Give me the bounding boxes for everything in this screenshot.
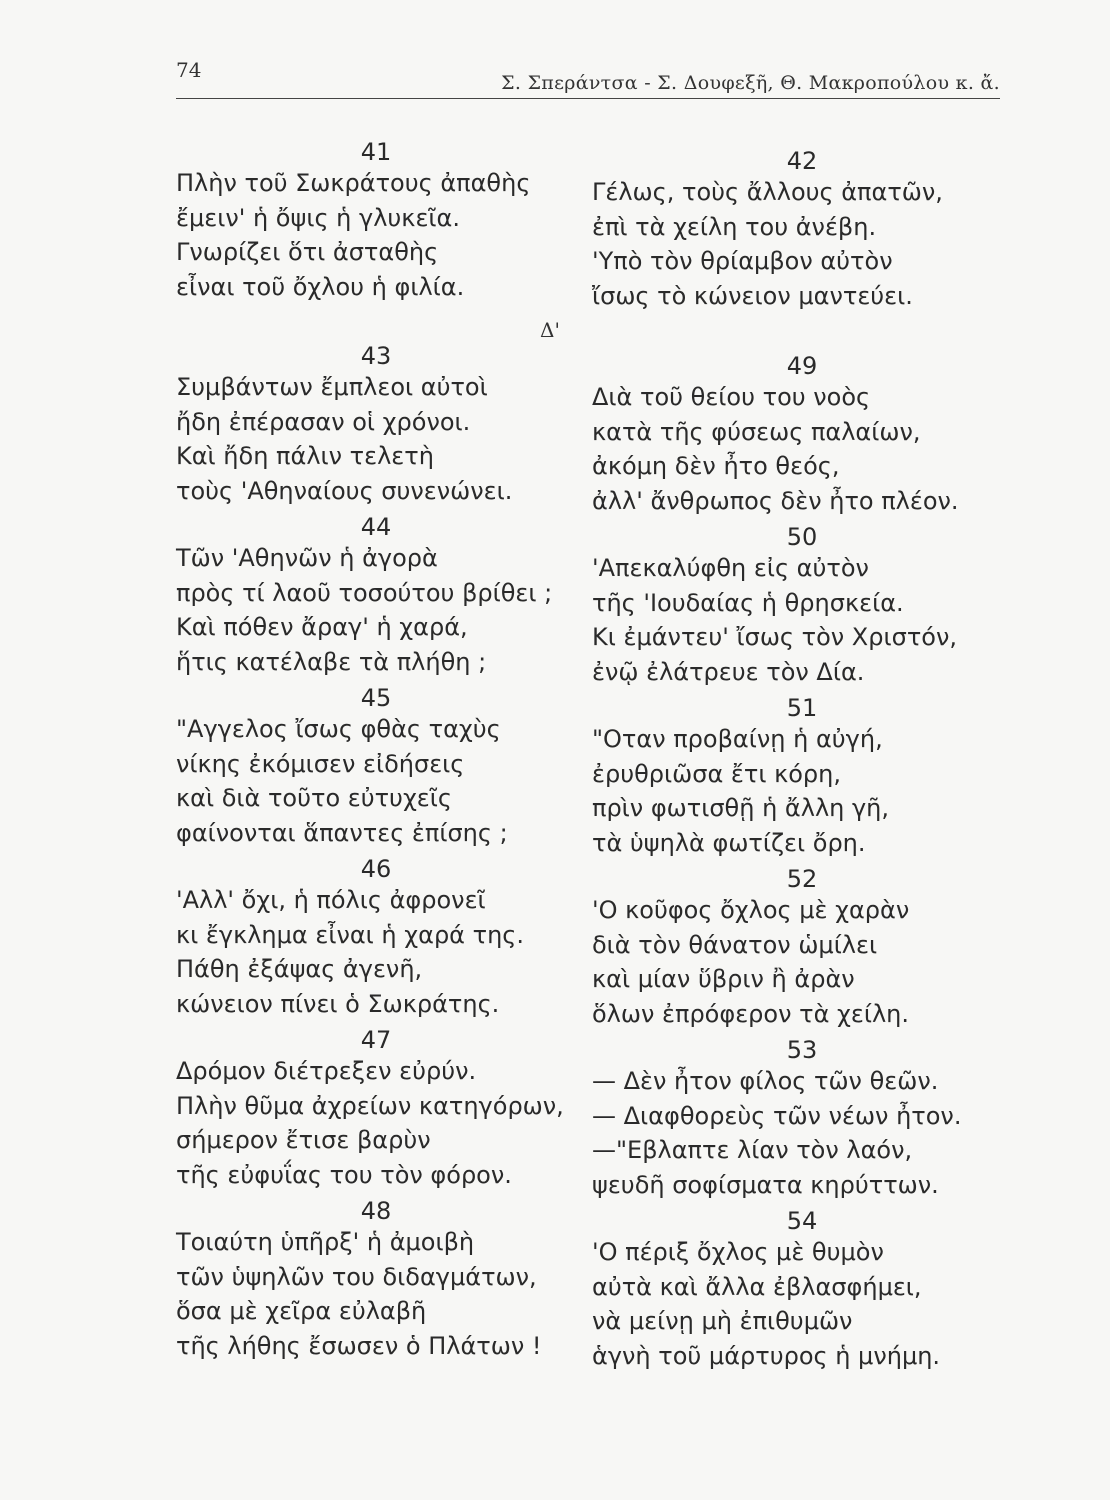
stanza-number: 52 xyxy=(786,865,818,893)
verse-line: Δρόμον διέτρεξεν εὐρύν. xyxy=(176,1057,477,1085)
verse-line: αὐτὰ καὶ ἄλλα ἐβλασφήμει, xyxy=(592,1272,922,1301)
stanza-48 xyxy=(176,1197,576,1363)
verse-line: ψευδῆ σοφίσματα κηρύττων. xyxy=(592,1170,939,1199)
verse-line: ἔμειν' ἡ ὄψις ἡ γλυκεῖα. xyxy=(176,203,460,232)
verse-line: φαίνονται ἅπαντες ἐπίσης ; xyxy=(176,818,508,847)
stanza-number: 45 xyxy=(360,684,392,712)
stanza-number: 46 xyxy=(360,855,392,883)
verse-line: — Διαφθορεὺς τῶν νέων ἦτον. xyxy=(592,1101,962,1130)
verse-line: κατὰ τῆς φύσεως παλαίων, xyxy=(592,417,921,446)
verse-line: ἐρυθριῶσα ἔτι κόρη, xyxy=(592,759,841,788)
verse-line: ὅσα μὲ χεῖρα εὐλαβῆ xyxy=(176,1297,427,1325)
verse-line: διὰ τὸν θάνατον ὡμίλει xyxy=(592,930,878,959)
stanza-number: 54 xyxy=(786,1207,818,1235)
stanza-45 xyxy=(176,684,576,850)
verse-line: τῶν ὑψηλῶν του διδαγμάτων, xyxy=(176,1262,537,1291)
verse-line: ὅλων ἐπρόφερον τὰ χείλη. xyxy=(592,999,910,1028)
stanza-47 xyxy=(176,1026,576,1192)
stanza-number: 51 xyxy=(786,694,818,722)
verse-line: τῆς 'Ιουδαίας ἡ θρησκεία. xyxy=(592,588,904,617)
page-header xyxy=(176,58,1000,114)
verse-line: 'Ο κοῦφος ὄχλος μὲ χαρὰν xyxy=(592,896,910,924)
stanza-43 xyxy=(176,342,576,508)
verse-line: σήμερον ἔτισε βαρὺν xyxy=(176,1126,431,1154)
stanza-53 xyxy=(592,1036,1012,1202)
stanza-42 xyxy=(592,147,1012,313)
stanza-number: 44 xyxy=(360,513,392,541)
verse-line: Τοιαύτη ὑπῆρξ' ἡ ἀμοιβὴ xyxy=(176,1228,475,1256)
verse-line: τοὺς 'Αθηναίους συνενώνει. xyxy=(176,476,513,505)
verse-line: ἀλλ' ἄνθρωπος δὲν ἦτο πλέον. xyxy=(592,486,959,515)
verse-line: Καὶ ἤδη πάλιν τελετὴ xyxy=(176,442,434,470)
verse-line: 'Υπὸ τὸν θρίαμβον αὐτὸν xyxy=(592,247,893,275)
verse-line: Πλὴν τοῦ Σωκράτους ἀπαθὴς xyxy=(176,169,531,197)
verse-line: κώνειον πίνει ὁ Σωκράτης. xyxy=(176,989,500,1018)
stanza-49 xyxy=(592,352,1012,518)
stanza-46 xyxy=(176,855,576,1021)
verse-line: πρὶν φωτισθῇ ἡ ἄλλη γῆ, xyxy=(592,794,890,822)
verse-line: 'Ο πέριξ ὄχλος μὲ θυμὸν xyxy=(592,1238,884,1266)
verse-line: πρὸς τί λαοῦ τοσούτου βρίθει ; xyxy=(176,578,553,607)
verse-line: ἤδη ἐπέρασαν οἱ χρόνοι. xyxy=(176,407,471,436)
stanza-number: 53 xyxy=(786,1036,818,1064)
stanza-number: 49 xyxy=(786,352,818,380)
verse-line: Πλὴν θῦμα ἀχρείων κατηγόρων, xyxy=(176,1091,564,1120)
verse-line: ἐπὶ τὰ χείλη του ἀνέβη. xyxy=(592,212,877,241)
stanza-44 xyxy=(176,513,576,679)
stanza-number: 43 xyxy=(360,342,392,370)
stanza-number: 48 xyxy=(360,1197,392,1225)
verse-line: —"Εβλαπτε λίαν τὸν λαόν, xyxy=(592,1136,913,1164)
stanza-number: 41 xyxy=(360,138,392,166)
verse-line: "Οταν προβαίνῃ ἡ αὐγή, xyxy=(592,725,883,753)
verse-line: Καὶ πόθεν ἄραγ' ἡ χαρά, xyxy=(176,613,468,641)
verse-line: καὶ διὰ τοῦτο εὐτυχεῖς xyxy=(176,784,452,812)
verse-line: Τῶν 'Αθηνῶν ἡ ἀγορὰ xyxy=(176,544,438,572)
running-head: Σ. Σπεράντσα - Σ. Δουφεξῆ, Θ. Μακροπούλου κ. ἄ. xyxy=(501,72,1000,94)
stanza-54 xyxy=(592,1207,1012,1373)
verse-line: Πάθη ἐξάψας ἀγενῆ, xyxy=(176,955,423,983)
verse-line: τῆς λήθης ἔσωσεν ὁ Πλάτων ! xyxy=(176,1331,542,1360)
verse-line: τῆς εὐφυΐας του τὸν φόρον. xyxy=(176,1160,512,1189)
verse-line: Κι ἐμάντευ' ἴσως τὸν Χριστόν, xyxy=(592,623,957,651)
verse-line: "Αγγελος ἴσως φθὰς ταχὺς xyxy=(176,715,501,743)
verse-line: ἐνῷ ἐλάτρευε τὸν Δία. xyxy=(592,657,865,686)
stanza-number: 42 xyxy=(786,147,818,175)
header-rule xyxy=(176,98,1000,99)
verse-line: ἴσως τὸ κώνειον μαντεύει. xyxy=(592,281,913,310)
verse-line: νίκης ἐκόμισεν εἰδήσεις xyxy=(176,749,465,778)
stanza-52 xyxy=(592,865,1012,1031)
verse-line: Γέλως, τοὺς ἄλλους ἀπατῶν, xyxy=(592,178,943,206)
verse-line: Γνωρίζει ὅτι ἀσταθὴς xyxy=(176,238,439,266)
verse-line: κι ἔγκλημα εἶναι ἡ χαρά της. xyxy=(176,920,524,949)
verse-line: Συμβάντων ἔμπλεοι αὐτοὶ xyxy=(176,373,488,401)
verse-line: καὶ μίαν ὕβριν ἢ ἀρὰν xyxy=(592,965,855,993)
section-mark: Δ' xyxy=(540,318,560,342)
stanza-41 xyxy=(176,138,576,304)
verse-line: τὰ ὑψηλὰ φωτίζει ὄρη. xyxy=(592,828,866,857)
verse-line: 'Απεκαλύφθη εἰς αὐτὸν xyxy=(592,554,869,582)
verse-line: Διὰ τοῦ θείου του νοὸς xyxy=(592,383,871,411)
verse-line: ἀκόμη δὲν ἦτο θεός, xyxy=(592,452,840,480)
verse-line: — Δὲν ἦτον φίλος τῶν θεῶν. xyxy=(592,1067,939,1095)
stanza-50 xyxy=(592,523,1012,689)
page-number: 74 xyxy=(176,58,202,82)
verse-line: 'Αλλ' ὄχι, ἡ πόλις ἀφρονεῖ xyxy=(176,886,486,914)
stanza-51 xyxy=(592,694,1012,860)
stanza-number: 50 xyxy=(786,523,818,551)
verse-line: ἁγνὴ τοῦ μάρτυρος ἡ μνήμη. xyxy=(592,1341,941,1370)
stanza-number: 47 xyxy=(360,1026,392,1054)
verse-line: εἶναι τοῦ ὄχλου ἡ φιλία. xyxy=(176,272,465,301)
verse-line: νὰ μείνῃ μὴ ἐπιθυμῶν xyxy=(592,1307,853,1335)
verse-line: ἥτις κατέλαβε τὰ πλήθη ; xyxy=(176,647,487,676)
